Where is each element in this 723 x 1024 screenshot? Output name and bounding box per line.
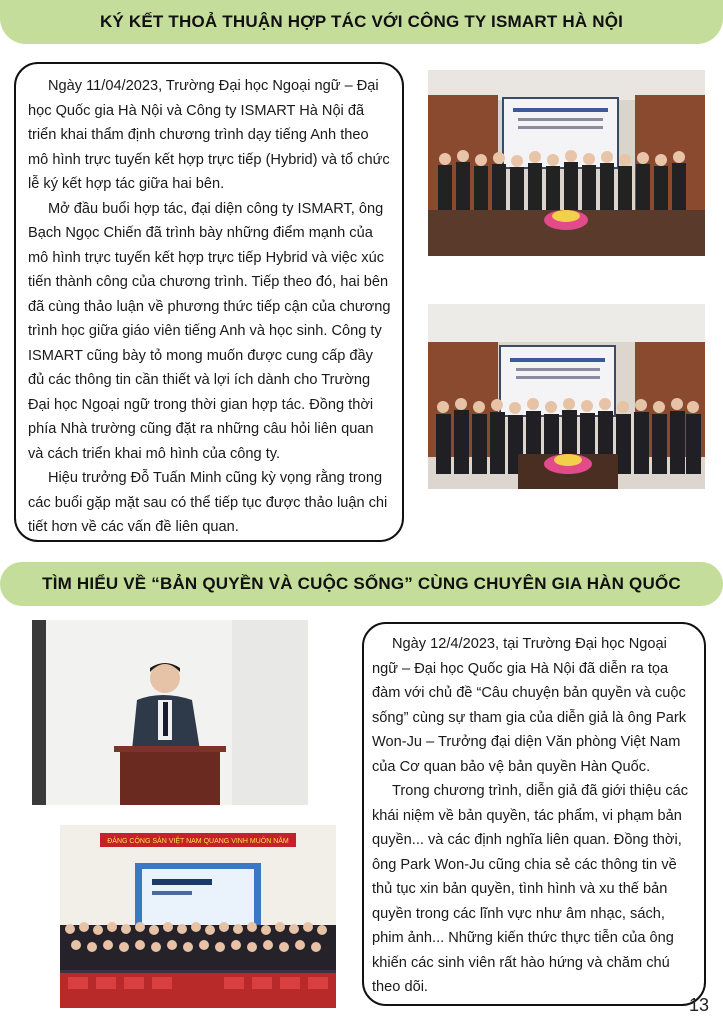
paragraph: Ngày 12/4/2023, tại Trường Đại học Ngoại ngữ – Đại học Quốc gia Hà Nội đã diễn ra tọa đàm với chủ đề “Câu chuyện bản quyền và cuộc sống” cùng sự tham gia của diễn giả là ông Park Won-Ju – Trưởng đại diện Văn phòng Việt Nam của Cơ quan bảo vệ bản quyền Hàn Quốc.: [372, 636, 686, 775]
article-text-box-2: [362, 622, 706, 1006]
page-number: 13: [688, 995, 709, 1015]
hall-banner-text: ĐẢNG CỘNG SẢN VIỆT NAM QUANG VINH MUÔN NĂM: [107, 838, 289, 845]
section-title-banner-1: [0, 0, 723, 44]
audience-group-photo: [60, 825, 336, 1008]
article-text-box-1: [14, 62, 404, 542]
speaker-podium-photo: [32, 620, 308, 805]
paragraph: Trong chương trình, diễn giả đã giới thiệu các khái niệm về bản quyền, tác phẩm, vi phạm bản quyền... và các định nghĩa liên quan. Đồng thời, ông Park Won-Ju cũng chia sẻ các thông tin về thủ tục xin bản quyền, tình hình và xu thế bản quyền trong các lĩnh vực như âm nhạc, sách, phim ảnh... Những kiến thức thực tiễn của ông khiến các sinh viên rất hào hứng và chăm chú theo dõi.: [372, 783, 689, 995]
section-title-1: KÝ KẾT THOẢ THUẬN HỢP TÁC VỚI CÔNG TY ISMART HÀ NỘI: [99, 12, 624, 31]
paragraph: Mở đầu buổi hợp tác, đại diện công ty ISMART, ông Bạch Ngọc Chiến đã trình bày những điểm mạnh của mô hình trực tuyến kết hợp trực tiếp Hybrid và việc xúc tiến thành công của chương trình. Tiếp theo đó, hai bên đã cùng thảo luận về phương thức tiếp cận của chương trình học giữa giáo viên tiếng Anh và học sinh. Công ty ISMART cũng bày tỏ mong muốn được cung cấp đầy đủ các thông tin cần thiết và lợi ích dành cho Trường Đại học Ngoại ngữ trong thời gian hợp tác. Đồng thời phía Nhà trường cũng đặt ra những câu hỏi liên quan và cách triển khai mô hình của công ty.: [28, 200, 391, 462]
signing-ceremony-photo-1: [428, 70, 705, 256]
paragraph: Hiệu trưởng Đỗ Tuấn Minh cũng kỳ vọng rằng trong các buổi gặp mặt sau có thể tiếp tục được thảo luận chi tiết hơn về các vấn đề liên quan.: [28, 470, 388, 535]
paragraph: Ngày 11/04/2023, Trường Đại học Ngoại ngữ – Đại học Quốc gia Hà Nội và Công ty ISMART Hà Nội đã triển khai thẩm định chương trình dạy tiếng Anh theo mô hình trực tuyến kết hợp trực tiếp (Hybrid) và tổ chức lễ ký kết hợp tác giữa hai bên.: [28, 78, 390, 192]
signing-ceremony-photo-2: [428, 304, 705, 489]
section-title-2: TÌM HIỂU VỀ “BẢN QUYỀN VÀ CUỘC SỐNG” CÙNG CHUYÊN GIA HÀN QUỐC: [42, 574, 681, 593]
section-title-banner-2: [0, 562, 723, 606]
